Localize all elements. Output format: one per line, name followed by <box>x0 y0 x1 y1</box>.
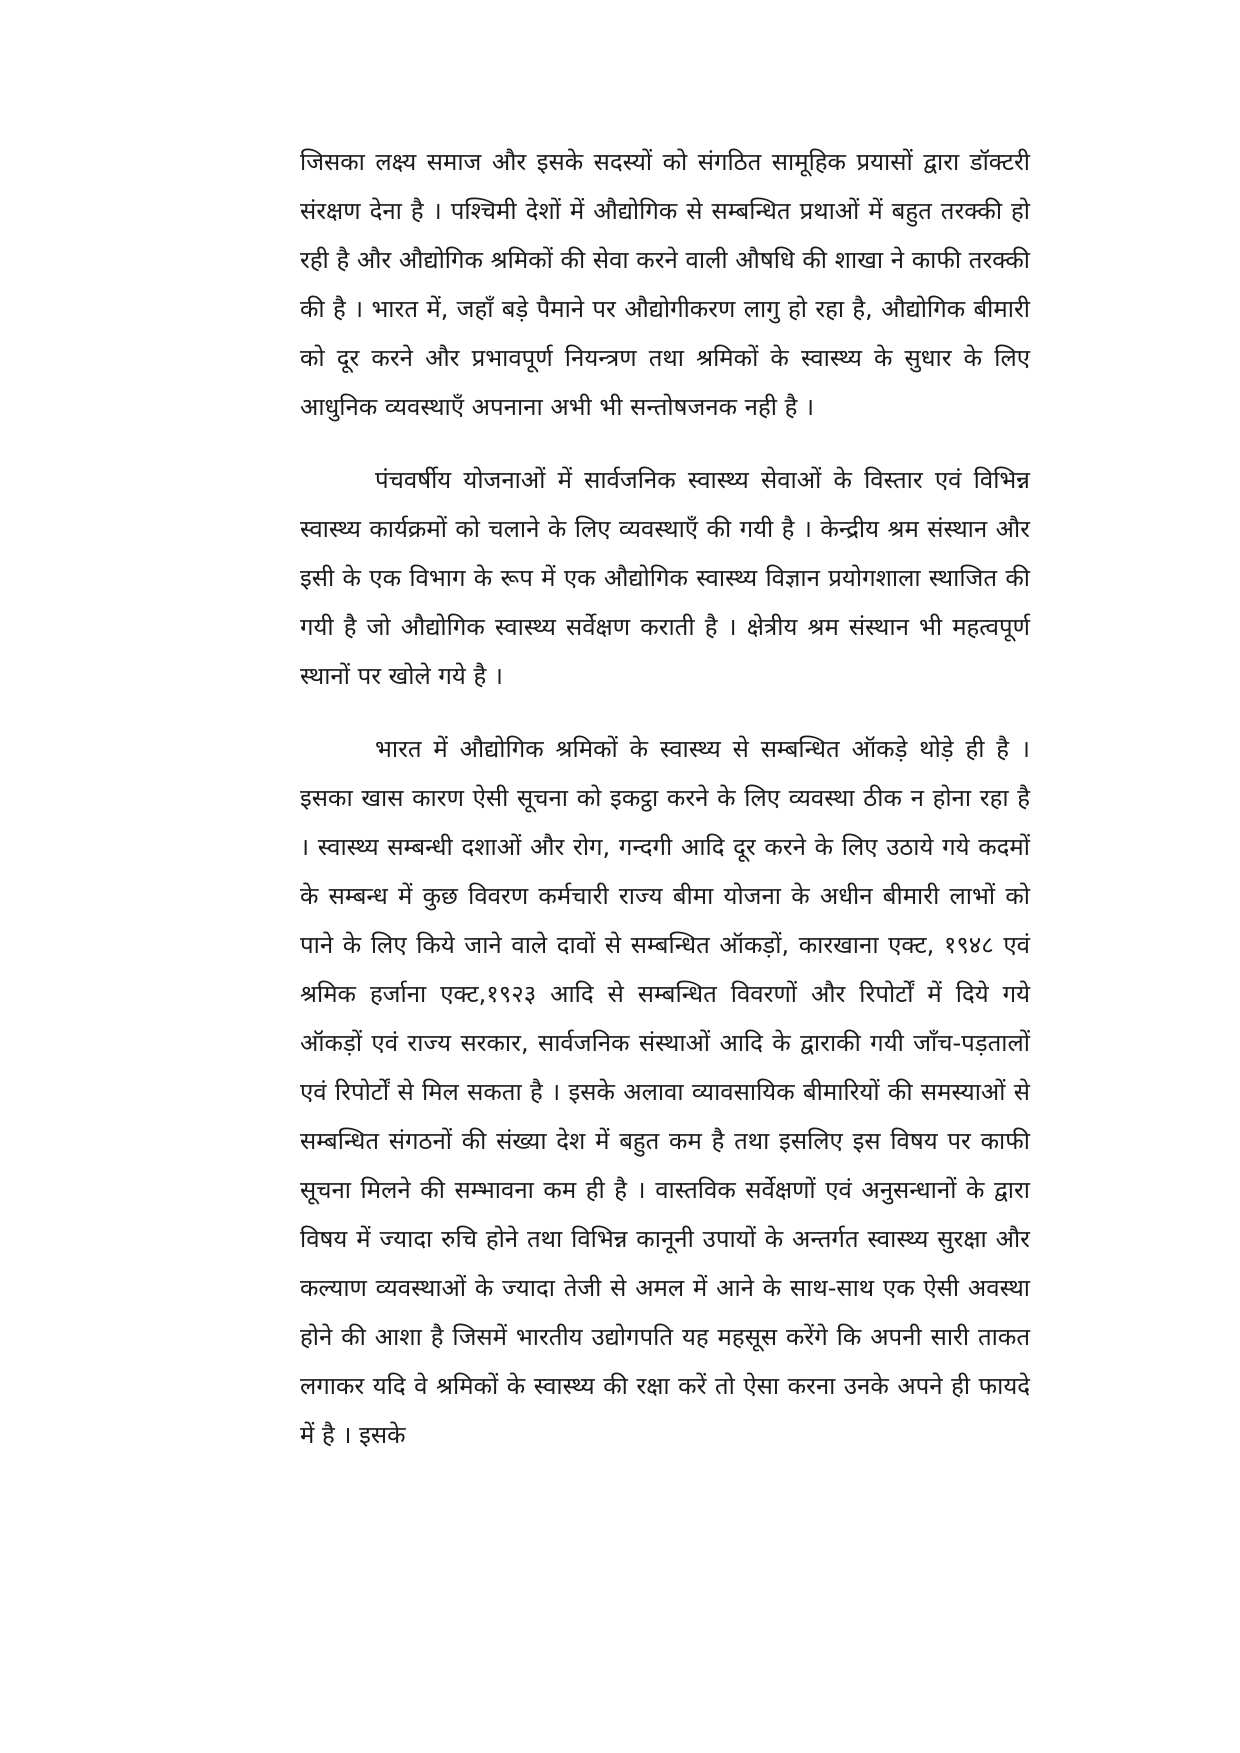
paragraph-3: भारत में औद्योगिक श्रमिकों के स्वास्थ्य से सम्बन्धित ऑकड़े थोड़े ही है । इसका खास कारण ऐसी सूचना को इकट्ठा करने के लिए व्यवस्था ठीक न होना रहा है । स्वास्थ्य सम्बन्धी दशाओं और रोग, गन्दगी आदि दूर करने के लिए उठाये गये कदमों के सम्बन्ध में कुछ विवरण कर्मचारी राज्य बीमा योजना के अधीन बीमारी लाभों को पाने के लिए किये जाने वाले दावों से सम्बन्धित ऑकड़ों, कारखाना एक्ट, १९४८ एवं श्रमिक हर्जाना एक्ट,१९२३ आदि से सम्बन्धित विवरणों और रिपोर्टों में दिये गये ऑकड़ों एवं राज्य सरकार, सार्वजनिक संस्थाओं आदि के द्वाराकी गयी जाँच-पड़तालों एवं रिपोर्टों से मिल सकता है । इसके अलावा व्यावसायिक बीमारियों की समस्याओं से सम्बन्धित संगठनों की संख्या देश में बहुत कम है तथा इसलिए इस विषय पर काफी सूचना मिलने की सम्भावना कम ही है । वास्तविक सर्वेक्षणों एवं अनुसन्धानों के द्वारा विषय में ज्यादा रुचि होने तथा विभिन्न कानूनी उपायों के अन्तर्गत स्वास्थ्य सुरक्षा और कल्याण व्यवस्थाओं के ज्यादा तेजी से अमल में आने के साथ-साथ एक ऐसी अवस्था होने की आशा है जिसमें भारतीय उद्योगपति यह महसूस करेंगे कि अपनी सारी ताकत लगाकर यदि वे श्रमिकों के स्वास्थ्य की रक्षा करें तो ऐसा करना उनके अपने ही फायदे में है । इसके <box>300 735 1030 1449</box>
paragraph-1: जिसका लक्ष्य समाज और इसके सदस्यों को संगठित सामूहिक प्रयासों द्वारा डॉक्टरी संरक्षण देना है । पश्चिमी देशों में औद्योगिक से सम्बन्धित प्रथाओं में बहुत तरक्की हो रही है और औद्योगिक श्रमिकों की सेवा करने वाली औषधि की शाखा ने काफी तरक्की की है । भारत में, जहाँ बड़े पैमाने पर औद्योगीकरण लागु हो रहा है, औद्योगिक बीमारी को दूर करने और प्रभावपूर्ण नियन्त्रण तथा श्रमिकों के स्वास्थ्य के सुधार के लिए आधुनिक व्यवस्थाएँ अपनाना अभी भी सन्तोषजनक नही है । <box>300 148 1030 421</box>
body-text <box>300 138 1030 1460</box>
paragraph-2: पंचवर्षीय योजनाओं में सार्वजनिक स्वास्थ्य सेवाओं के विस्तार एवं विभिन्न स्वास्थ्य कार्यक्रमों को चलाने के लिए व्यवस्थाएँ की गयी है । केन्द्रीय श्रम संस्थान और इसी के एक विभाग के रूप में एक औद्योगिक स्वास्थ्य विज्ञान प्रयोगशाला स्थाजित की गयी है जो औद्योगिक स्वास्थ्य सर्वेक्षण कराती है । क्षेत्रीय श्रम संस्थान भी महत्वपूर्ण स्थानों पर खोले गये है । <box>300 466 1030 690</box>
